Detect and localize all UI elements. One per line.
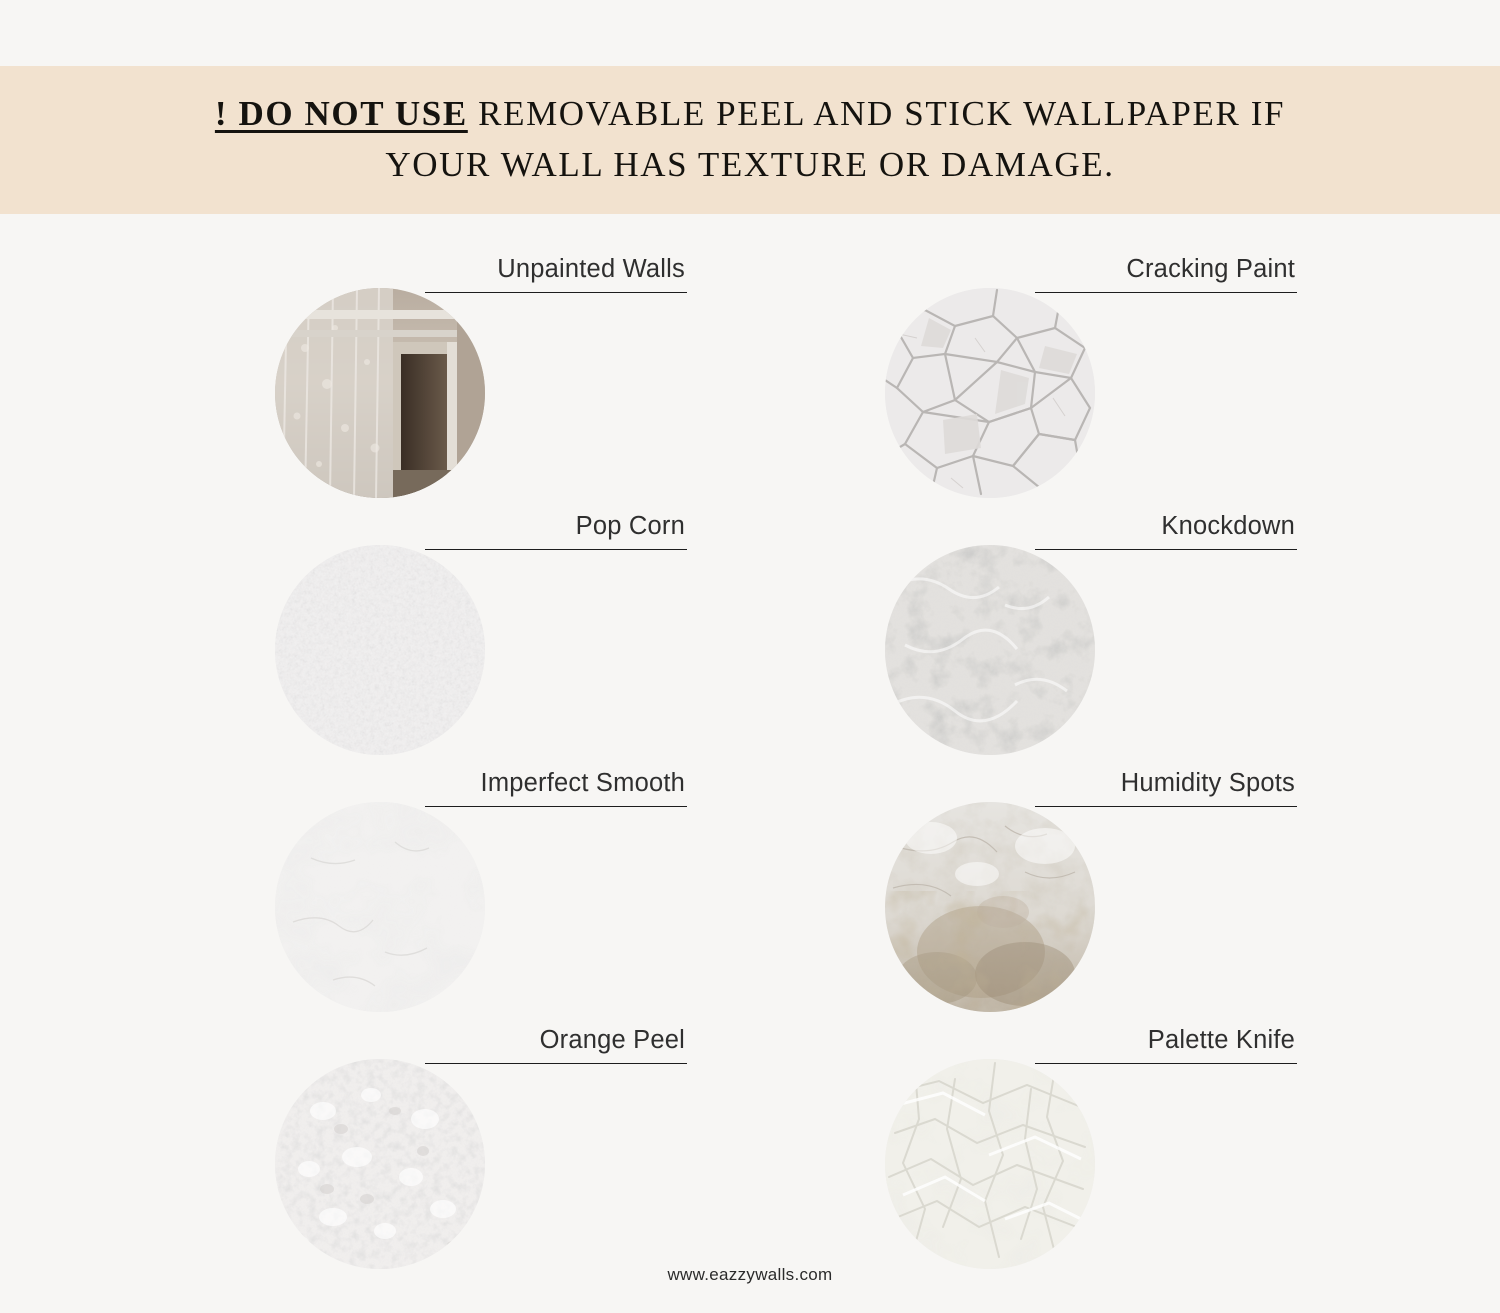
caption-imperfect-smooth <box>425 769 685 807</box>
caption-rule <box>1035 806 1297 807</box>
caption-rule <box>425 549 687 550</box>
caption-label: Knockdown <box>1161 512 1295 540</box>
caption-label: Pop Corn <box>575 512 685 540</box>
warning-rest: REMOVABLE PEEL AND STICK WALLPAPER IF YOUR WALL HAS TEXTURE OR DAMAGE. <box>385 94 1286 184</box>
caption-label: Orange Peel <box>539 1026 685 1054</box>
caption-rule <box>1035 1063 1297 1064</box>
caption-humidity-spots <box>1035 769 1295 807</box>
warning-banner-text <box>160 89 1340 191</box>
caption-rule <box>1035 292 1297 293</box>
texture-item-orange-peel <box>255 1026 685 1276</box>
caption-rule <box>425 806 687 807</box>
texture-item-imperfect-smooth <box>255 769 685 1019</box>
caption-pop-corn <box>425 512 685 550</box>
texture-item-pop-corn <box>255 512 685 762</box>
caption-unpainted-walls <box>425 255 685 293</box>
footer-website[interactable]: www.eazzywalls.com <box>667 1265 833 1284</box>
caption-cracking-paint <box>1035 255 1295 293</box>
caption-label: Imperfect Smooth <box>480 769 685 797</box>
texture-item-palette-knife <box>865 1026 1295 1276</box>
caption-label: Cracking Paint <box>1126 255 1295 283</box>
texture-item-unpainted-walls <box>255 255 685 505</box>
cracking-paint-texture <box>885 288 1095 498</box>
unpainted-walls-photo <box>275 288 485 498</box>
caption-label: Unpainted Walls <box>497 255 685 283</box>
popcorn-texture <box>275 545 485 755</box>
orange-peel-texture <box>275 1059 485 1269</box>
caption-rule <box>1035 549 1297 550</box>
humidity-spots-texture <box>885 802 1095 1012</box>
palette-knife-texture <box>885 1059 1095 1269</box>
warning-banner <box>0 66 1500 214</box>
texture-item-cracking-paint <box>865 255 1295 505</box>
caption-orange-peel <box>425 1026 685 1064</box>
texture-item-knockdown <box>865 512 1295 762</box>
knockdown-texture <box>885 545 1095 755</box>
texture-item-humidity-spots <box>865 769 1295 1019</box>
caption-knockdown <box>1035 512 1295 550</box>
imperfect-smooth-texture <box>275 802 485 1012</box>
texture-grid <box>0 255 1500 1240</box>
caption-label: Humidity Spots <box>1120 769 1295 797</box>
caption-palette-knife <box>1035 1026 1295 1064</box>
caption-rule <box>425 1063 687 1064</box>
caption-rule <box>425 292 687 293</box>
caption-label: Palette Knife <box>1147 1026 1295 1054</box>
warning-emphasis: ! DO NOT USE <box>214 94 468 134</box>
